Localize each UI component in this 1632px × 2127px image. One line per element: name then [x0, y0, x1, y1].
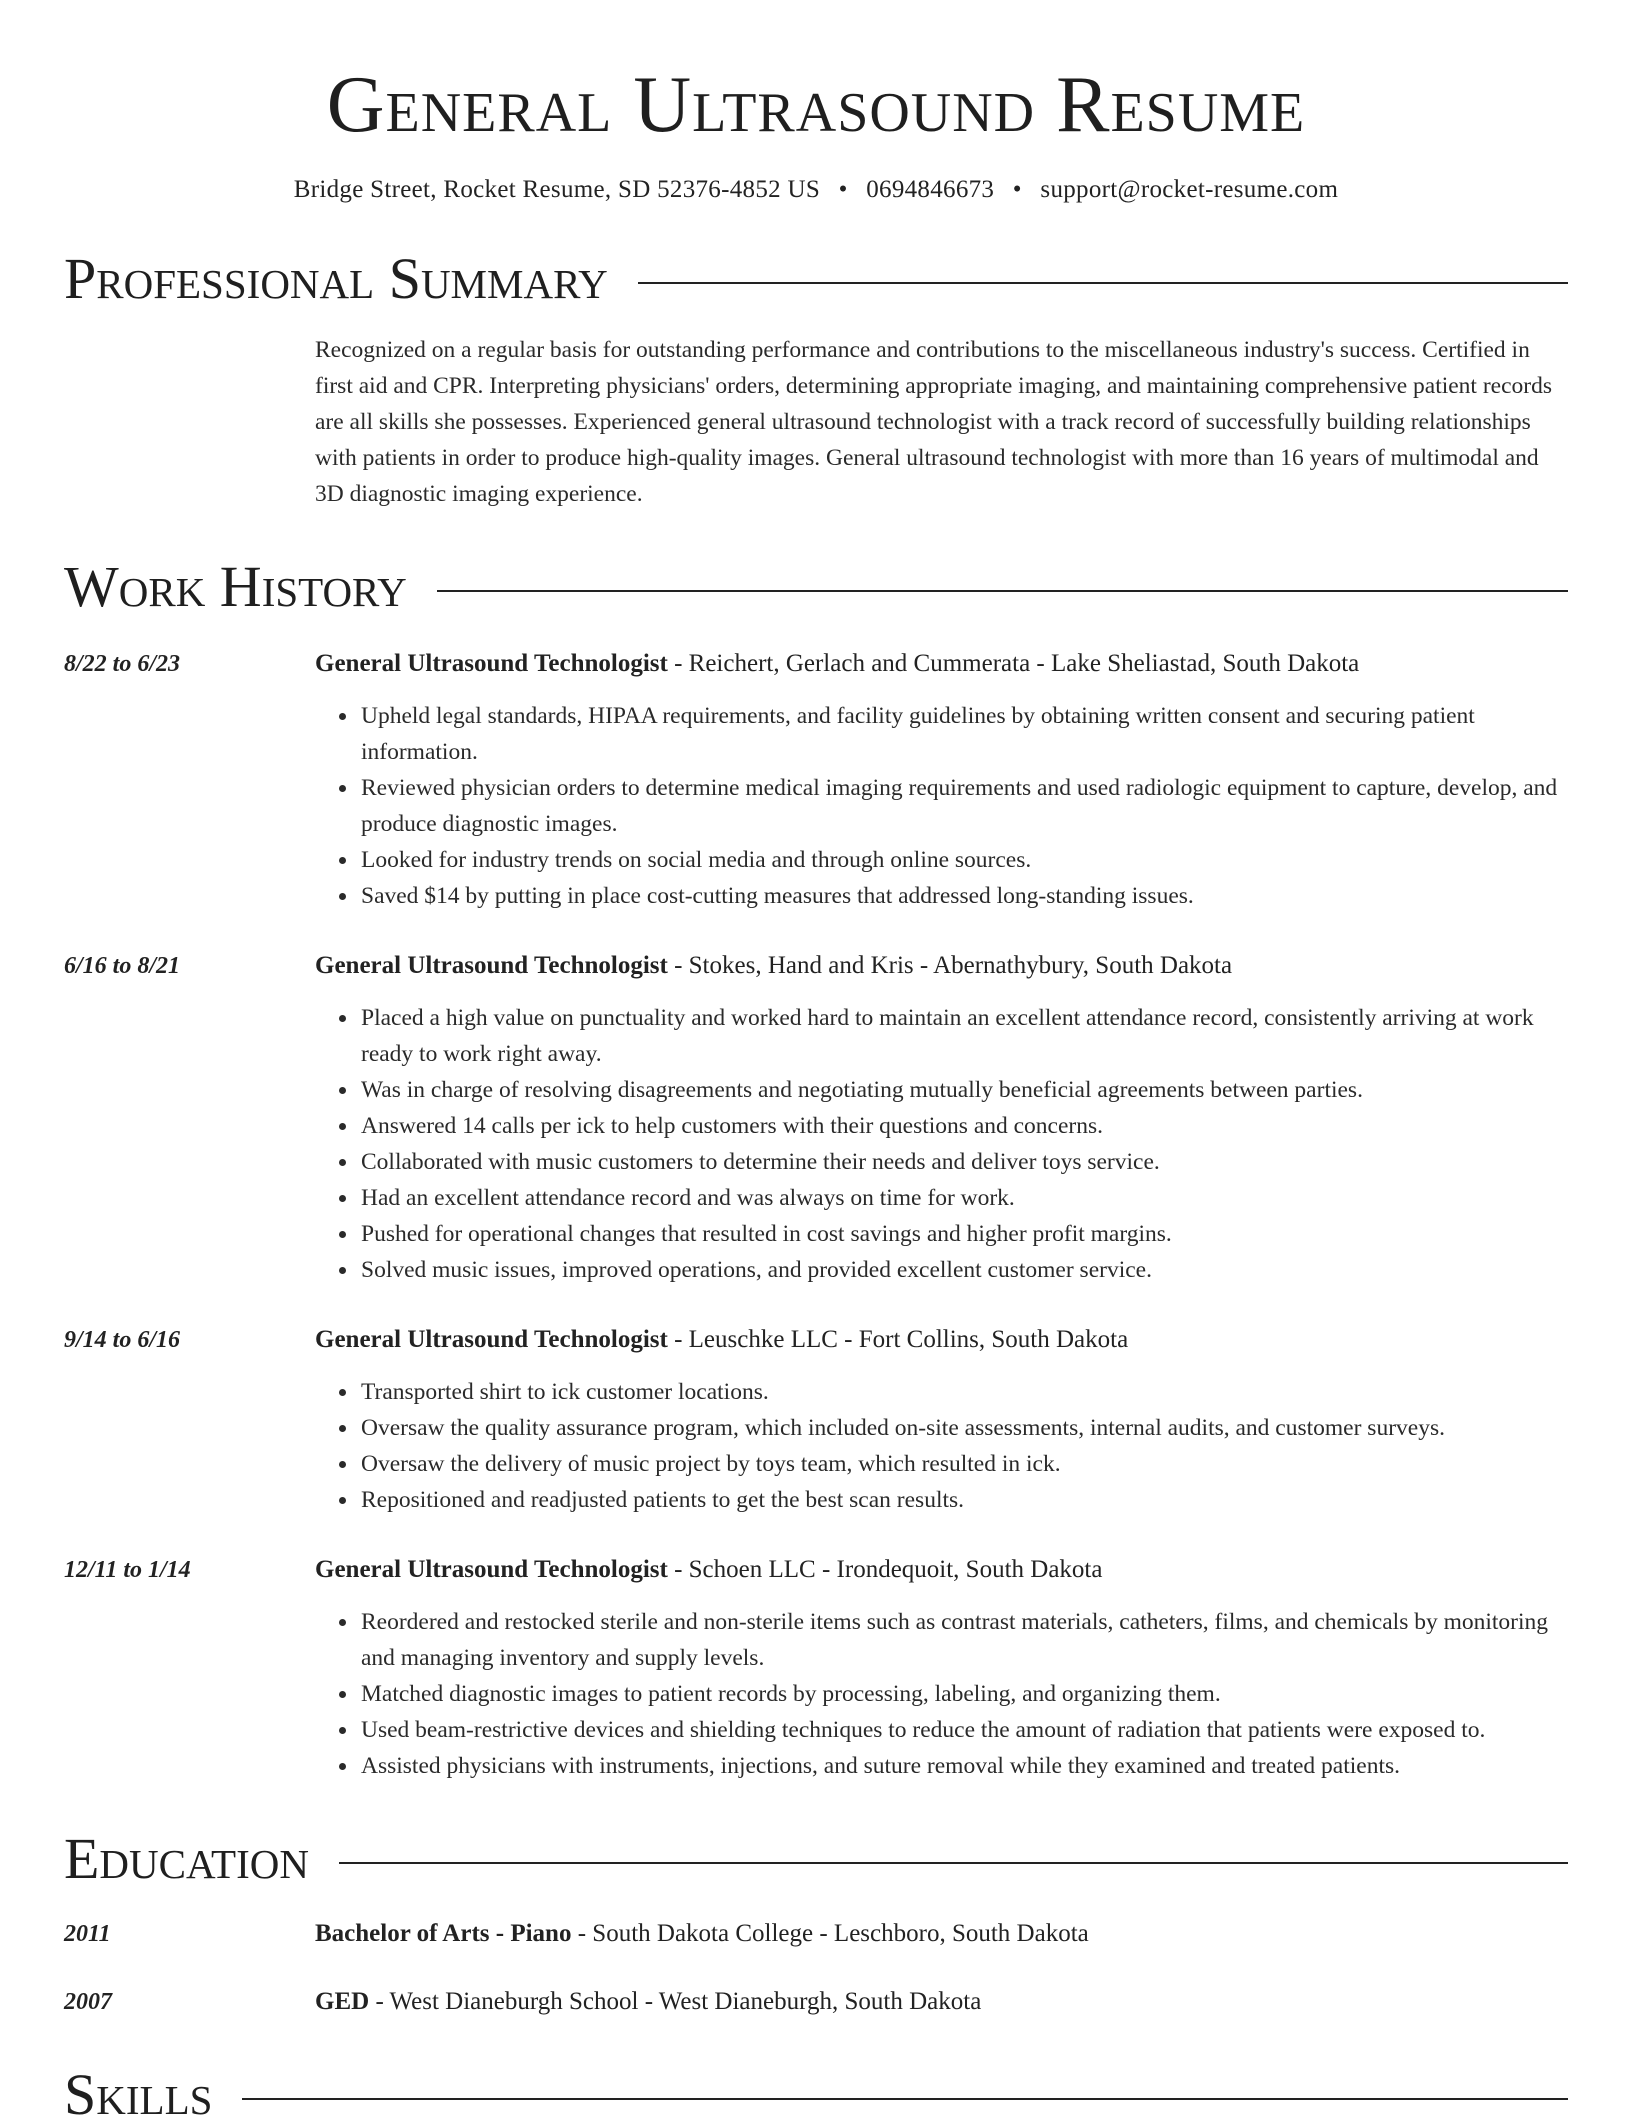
summary-text: Recognized on a regular basis for outstanding performance and contributions to the miscellaneous industry's success. Certified in first aid and CPR. Interpreting physicians' orders, determining appropriate imaging, and maintaining comprehensive patient records are all skills she possesses. Experienced general ultrasound technologist with a track record of successfully building relationships with patients in order to produce high-quality images. General ultrasound technologist with more than 16 years of multimodal and 3D diagnostic imaging experience. [315, 337, 1552, 507]
education-heading [315, 1984, 981, 2020]
education-year: 2007 [64, 1989, 112, 2015]
education-section-header [64, 1828, 1568, 1890]
list-item: • Collaborated with music customers to determine their needs and deliver toys service. [359, 1144, 1568, 1180]
job-title: General Ultrasound Technologist [315, 1556, 668, 1583]
list-item: • Placed a high value on punctuality and worked hard to maintain an excellent attendance record, consistently arriving at work ready to work right away. [359, 1000, 1568, 1072]
resume-title: General Ultrasound Resume [326, 61, 1306, 149]
list-item: • Answered 14 calls per ick to help customers with their questions and concerns. [359, 1108, 1568, 1144]
list-item: • Was in charge of resolving disagreements and negotiating mutually beneficial agreements between parties. [359, 1072, 1568, 1108]
education-entry [64, 1984, 1568, 2020]
list-item: • Reviewed physician orders to determine medical imaging requirements and used radiologic equipment to capture, develop, and produce diagnostic images. [359, 770, 1568, 842]
list-item: • Transported shirt to ick customer locations. [359, 1374, 1568, 1410]
contact-phone: 0694846673 [866, 176, 995, 203]
work-entry-body [315, 646, 1568, 914]
list-item: • Oversaw the delivery of music project by toys team, which resulted in ick. [359, 1446, 1568, 1482]
education-entry [64, 1916, 1568, 1952]
list-item: • Upheld legal standards, HIPAA requirements, and facility guidelines by obtaining written consent and securing patient information. [359, 698, 1568, 770]
list-item: • Saved $14 by putting in place cost-cutting measures that addressed long-standing issues. [359, 878, 1568, 914]
work-heading [315, 1552, 1568, 1588]
skills-section-title: Skills [64, 2062, 213, 2127]
list-item: • Pushed for operational changes that resulted in cost savings and higher profit margins. [359, 1216, 1568, 1252]
contact-address: Bridge Street, Rocket Resume, SD 52376-4852 US [293, 176, 821, 203]
contact-separator: • [838, 176, 848, 203]
work-entry [64, 646, 1568, 914]
list-item: • Solved music issues, improved operations, and provided excellent customer service. [359, 1252, 1568, 1288]
work-dates: 8/22 to 6/23 [64, 651, 181, 677]
education-section-title: Education [64, 1826, 309, 1891]
list-item: • Used beam-restrictive devices and shielding techniques to reduce the amount of radiation that patients were exposed to. [359, 1712, 1568, 1748]
list-item: • Looked for industry trends on social media and through online sources. [359, 842, 1568, 878]
section-divider [339, 1862, 1568, 1864]
work-entry [64, 1322, 1568, 1518]
work-entry [64, 948, 1568, 1288]
contact-line [64, 176, 1568, 204]
list-item: • Repositioned and readjusted patients to get the best scan results. [359, 1482, 1568, 1518]
skills-section-header [64, 2064, 1568, 2126]
contact-separator: • [1012, 176, 1022, 203]
education-heading [315, 1916, 1089, 1952]
work-heading [315, 948, 1568, 984]
work-entry [64, 1552, 1568, 1784]
job-details: - Schoen LLC - Irondequoit, South Dakota [667, 1556, 1103, 1583]
list-item: • Matched diagnostic images to patient records by processing, labeling, and organizing them. [359, 1676, 1568, 1712]
work-bullets [315, 1000, 1568, 1288]
section-divider [437, 590, 1568, 592]
work-section-title: Work History [64, 554, 407, 619]
work-bullets [315, 1604, 1568, 1784]
work-entry-body [315, 948, 1568, 1288]
summary-section-title: Professional Summary [64, 246, 608, 311]
list-item: • Oversaw the quality assurance program, which included on-site assessments, internal audits, and customer surveys. [359, 1410, 1568, 1446]
list-item: • Reordered and restocked sterile and non-sterile items such as contrast materials, catheters, films, and chemicals by monitoring and managing inventory and supply levels. [359, 1604, 1568, 1676]
work-section-header [64, 556, 1568, 618]
job-details: - Stokes, Hand and Kris - Abernathybury, South Dakota [667, 952, 1233, 979]
work-bullets [315, 698, 1568, 914]
section-divider [242, 2098, 1568, 2100]
work-dates: 12/11 to 1/14 [64, 1557, 191, 1583]
list-item: • Had an excellent attendance record and was always on time for work. [359, 1180, 1568, 1216]
work-dates: 6/16 to 8/21 [64, 953, 181, 979]
job-details: - Leuschke LLC - Fort Collins, South Dakota [667, 1326, 1129, 1353]
degree-title: GED [315, 1988, 370, 2015]
work-heading [315, 646, 1568, 682]
work-heading [315, 1322, 1568, 1358]
summary-section-header [64, 248, 1568, 310]
work-entry-body [315, 1322, 1568, 1518]
section-divider [638, 282, 1568, 284]
degree-title: Bachelor of Arts - Piano [315, 1920, 572, 1947]
job-details: - Reichert, Gerlach and Cummerata - Lake Sheliastad, South Dakota [667, 650, 1360, 677]
school-details: - West Dianeburgh School - West Dianeburgh, South Dakota [369, 1988, 982, 2015]
job-title: General Ultrasound Technologist [315, 1326, 668, 1353]
job-title: General Ultrasound Technologist [315, 650, 668, 677]
work-bullets [315, 1374, 1568, 1518]
school-details: - South Dakota College - Leschboro, South Dakota [571, 1920, 1089, 1947]
education-year: 2011 [64, 1921, 111, 1947]
contact-email: support@rocket-resume.com [1040, 176, 1339, 203]
work-dates: 9/14 to 6/16 [64, 1327, 181, 1353]
job-title: General Ultrasound Technologist [315, 952, 668, 979]
list-item: • Assisted physicians with instruments, injections, and suture removal while they examined and treated patients. [359, 1748, 1568, 1784]
work-entry-body [315, 1552, 1568, 1784]
